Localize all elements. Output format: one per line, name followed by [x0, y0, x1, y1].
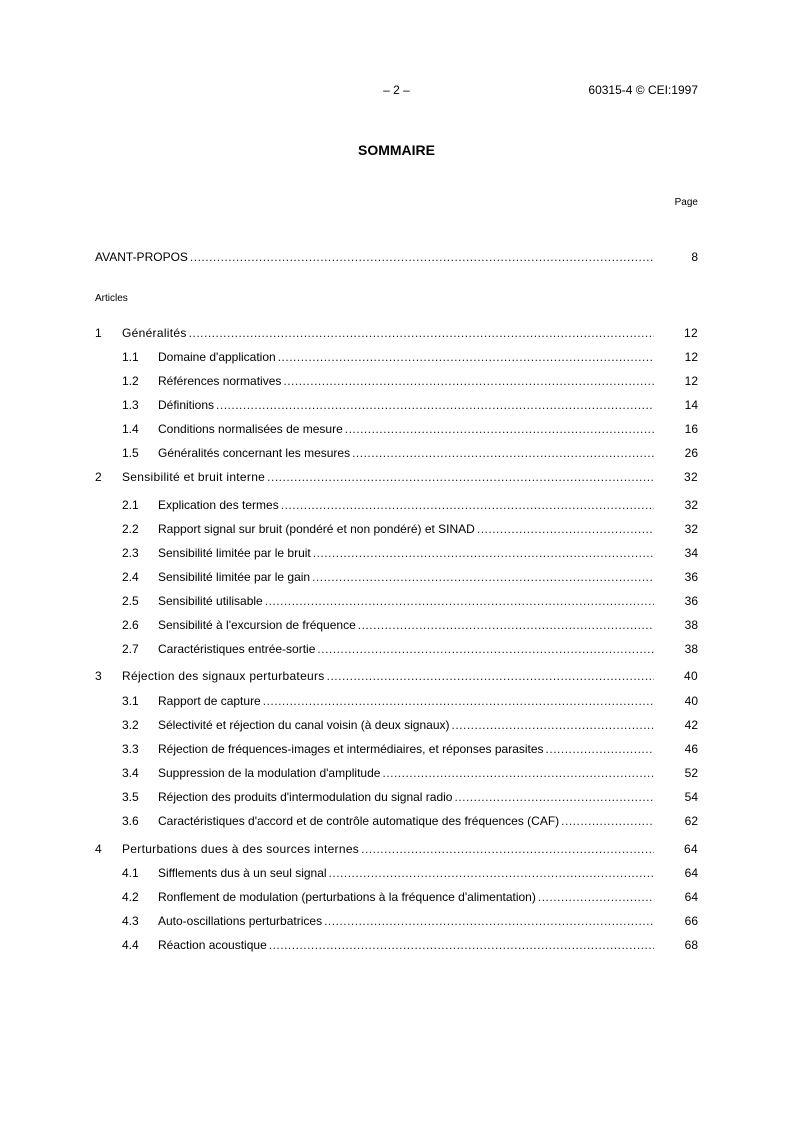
toc-entry-title: Références normatives — [158, 374, 282, 388]
toc-entry[interactable] — [95, 717, 698, 733]
toc-entry-number: 2.6 — [122, 618, 139, 632]
toc-leader-dots — [269, 937, 654, 953]
toc-entry[interactable] — [95, 668, 698, 684]
toc-entry-number: 4.1 — [122, 866, 139, 880]
toc-entry-title: Sensibilité à l'excursion de fréquence — [158, 618, 356, 632]
toc-entry-title: Réjection de fréquences-images et intermédiaires, et réponses parasites — [158, 742, 544, 756]
toc-entry-number: 2.4 — [122, 570, 139, 584]
toc-entry-title: Sensibilité limitée par le bruit — [158, 546, 311, 560]
toc-entry-page: 26 — [684, 446, 698, 460]
toc-entry-title: Sensibilité limitée par le gain — [158, 570, 311, 584]
toc-entry[interactable] — [95, 865, 698, 881]
page-number: – 2 – — [383, 83, 410, 97]
toc-entry-page: 54 — [684, 790, 698, 804]
toc-entry-number: 4 — [95, 842, 102, 856]
toc-entry-page: 66 — [684, 914, 698, 928]
toc-entry-page: 64 — [684, 842, 698, 856]
toc-leader-dots — [313, 545, 654, 561]
toc-entry-number: 3.3 — [122, 742, 139, 756]
toc-entry-title: Ronflement de modulation (perturbations à la fréquence d'alimentation) — [158, 890, 536, 904]
toc-leader-dots — [278, 349, 654, 365]
toc-leader-dots — [561, 813, 654, 829]
toc-entry-page: 36 — [684, 570, 698, 584]
toc-entry-number: 4.3 — [122, 914, 139, 928]
toc-leader-dots — [329, 865, 654, 881]
toc-entry-number: 2.2 — [122, 522, 139, 536]
toc-leader-dots — [263, 693, 654, 709]
toc-entry-number: 2 — [95, 470, 102, 484]
toc-entry-page: 12 — [684, 350, 698, 364]
toc-entry-number: 2.3 — [122, 546, 139, 560]
toc-leader-dots — [190, 249, 654, 265]
toc-entry-title: Définitions — [158, 398, 215, 412]
toc-leader-dots — [324, 913, 654, 929]
toc-entry-page: 64 — [684, 890, 698, 904]
toc-entry-number: 3.2 — [122, 718, 139, 732]
toc-entry-page: 42 — [684, 718, 698, 732]
toc-entry-number: 1.1 — [122, 350, 139, 364]
document-reference: 60315-4 © CEI:1997 — [588, 83, 698, 97]
toc-entry-number: 4.4 — [122, 938, 139, 952]
toc-leader-dots — [281, 497, 654, 513]
toc-entry-title: Sensibilité et bruit interne — [122, 470, 266, 484]
toc-leader-dots — [317, 641, 654, 657]
toc-leader-dots — [189, 325, 654, 341]
toc-entry-title: Caractéristiques d'accord et de contrôle automatique des fréquences (CAF) — [158, 814, 560, 828]
toc-entry[interactable] — [95, 789, 698, 805]
toc-entry[interactable] — [95, 469, 698, 485]
page-column-label: Page — [674, 197, 698, 208]
toc-entry[interactable] — [95, 593, 698, 609]
toc-entry-title: Sensibilité utilisable — [158, 594, 263, 608]
toc-entry-number: 1.5 — [122, 446, 139, 460]
toc-entry[interactable] — [95, 693, 698, 709]
toc-entry-page: 46 — [684, 742, 698, 756]
toc-entry[interactable] — [95, 421, 698, 437]
toc-entry-number: 3.6 — [122, 814, 139, 828]
toc-entry-page: 40 — [684, 694, 698, 708]
toc-entry-number: 1 — [95, 326, 102, 340]
toc-entry-title: Rapport de capture — [158, 694, 261, 708]
toc-entry-number: 2.1 — [122, 498, 139, 512]
toc-entry[interactable] — [95, 617, 698, 633]
toc-entry-page: 32 — [684, 470, 698, 484]
toc-leader-dots — [312, 569, 654, 585]
toc-leader-dots — [327, 668, 654, 684]
toc-entry-title: Sifflements dus à un seul signal — [158, 866, 327, 880]
toc-entry-title: Conditions normalisées de mesure — [158, 422, 343, 436]
toc-entry-page: 38 — [684, 642, 698, 656]
toc-entry-number: 2.7 — [122, 642, 139, 656]
toc-entry-title: Caractéristiques entrée-sortie — [158, 642, 316, 656]
toc-entry[interactable] — [95, 249, 698, 265]
toc-leader-dots — [546, 741, 654, 757]
toc-entry-title: AVANT-PROPOS — [95, 250, 188, 264]
toc-leader-dots — [358, 617, 654, 633]
toc-entry-title: Réjection des signaux perturbateurs — [122, 669, 325, 683]
toc-entry-title: Auto-oscillations perturbatrices — [158, 914, 323, 928]
toc-entry-number: 3.4 — [122, 766, 139, 780]
toc-leader-dots — [452, 717, 655, 733]
toc-leader-dots — [361, 841, 654, 857]
toc-leader-dots — [283, 373, 654, 389]
articles-label: Articles — [95, 293, 128, 304]
toc-entry-title: Sélectivité et réjection du canal voisin (à deux signaux) — [158, 718, 450, 732]
toc-entry-number: 1.4 — [122, 422, 139, 436]
toc-entry-title: Domaine d'application — [158, 350, 276, 364]
toc-entry-number: 3.5 — [122, 790, 139, 804]
toc-entry-page: 32 — [684, 522, 698, 536]
toc-leader-dots — [477, 521, 654, 537]
toc-entry-page: 14 — [684, 398, 698, 412]
toc-entry-page: 52 — [684, 766, 698, 780]
toc-entry-page: 62 — [684, 814, 698, 828]
toc-entry[interactable] — [95, 569, 698, 585]
toc-entry[interactable] — [95, 813, 698, 829]
toc-entry[interactable] — [95, 349, 698, 365]
toc-leader-dots — [267, 469, 654, 485]
toc-entry-title: Réjection des produits d'intermodulation du signal radio — [158, 790, 453, 804]
toc-entry-page: 12 — [684, 374, 698, 388]
toc-entry-page: 12 — [684, 326, 698, 340]
toc-entry[interactable] — [95, 521, 698, 537]
toc-entry[interactable] — [95, 765, 698, 781]
toc-leader-dots — [345, 421, 654, 437]
toc-entry[interactable] — [95, 445, 698, 461]
toc-leader-dots — [382, 765, 654, 781]
toc-leader-dots — [352, 445, 654, 461]
toc-entry[interactable] — [95, 397, 698, 413]
toc-entry[interactable] — [95, 373, 698, 389]
toc-entry-page: 32 — [684, 498, 698, 512]
toc-leader-dots — [538, 889, 654, 905]
toc-entry-title: Suppression de la modulation d'amplitude — [158, 766, 381, 780]
toc-entry[interactable] — [95, 841, 698, 857]
toc-leader-dots — [216, 397, 654, 413]
toc-leader-dots — [265, 593, 654, 609]
toc-entry-title: Explication des termes — [158, 498, 279, 512]
toc-entry-number: 4.2 — [122, 890, 139, 904]
toc-entry-title: Réaction acoustique — [158, 938, 267, 952]
toc-entry-page: 64 — [684, 866, 698, 880]
toc-entry-title: Perturbations dues à des sources internes — [122, 842, 360, 856]
toc-entry-number: 3 — [95, 669, 102, 683]
toc-entry-page: 8 — [691, 250, 698, 264]
toc-entry-page: 40 — [684, 669, 698, 683]
toc-leader-dots — [454, 789, 654, 805]
toc-entry-page: 38 — [684, 618, 698, 632]
toc-entry[interactable] — [95, 545, 698, 561]
toc-entry-number: 1.3 — [122, 398, 139, 412]
toc-entry-title: Rapport signal sur bruit (pondéré et non pondéré) et SINAD — [158, 522, 475, 536]
toc-entry-number: 3.1 — [122, 694, 139, 708]
toc-entry[interactable] — [95, 889, 698, 905]
toc-entry[interactable] — [95, 497, 698, 513]
toc-entry-number: 2.5 — [122, 594, 139, 608]
toc-entry-title: Généralités — [122, 326, 187, 340]
toc-entry[interactable] — [95, 913, 698, 929]
toc-entry[interactable] — [95, 937, 698, 953]
page-title: SOMMAIRE — [358, 142, 435, 158]
toc-entry-page: 16 — [684, 422, 698, 436]
toc-entry-page: 36 — [684, 594, 698, 608]
toc-entry[interactable] — [95, 741, 698, 757]
toc-entry[interactable] — [95, 641, 698, 657]
toc-entry[interactable] — [95, 325, 698, 341]
toc-entry-page: 68 — [684, 938, 698, 952]
toc-entry-page: 34 — [684, 546, 698, 560]
toc-entry-number: 1.2 — [122, 374, 139, 388]
toc-entry-title: Généralités concernant les mesures — [158, 446, 351, 460]
